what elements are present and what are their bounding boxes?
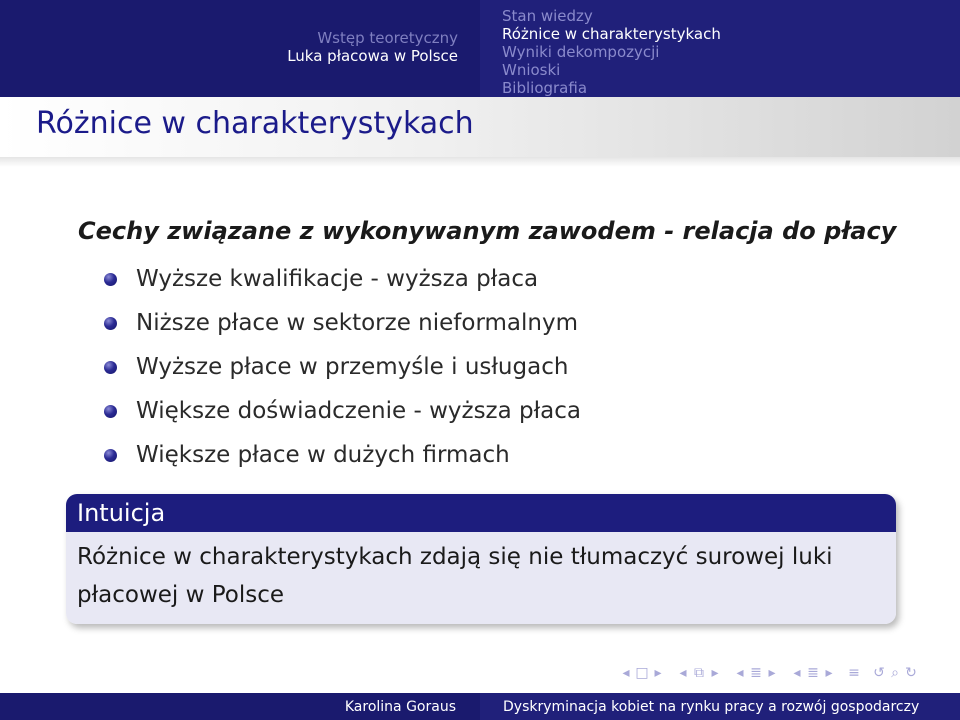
list-item-text: Wyższe płace w przemyśle i usługach <box>136 354 569 380</box>
list-item <box>104 433 581 477</box>
list-heading: Cechy związane z wykonywanym zawodem - relacja do płacy <box>78 217 897 245</box>
prev-subsection-icon[interactable]: ◂ <box>736 665 744 681</box>
frame-title: Różnice w charakterystykach <box>36 106 474 141</box>
bullet-ball-icon <box>104 361 117 374</box>
bullet-ball-icon <box>104 405 117 418</box>
section-nav <box>0 0 480 97</box>
align-icon[interactable]: ≡ <box>848 665 860 681</box>
next-slide-icon[interactable]: ▸ <box>654 665 662 681</box>
next-frame-icon[interactable]: ▸ <box>711 665 719 681</box>
prev-section-icon[interactable]: ◂ <box>793 665 801 681</box>
frame-title-shadow <box>0 157 960 167</box>
nav-subsection-stan-wiedzy[interactable]: Stan wiedzy <box>502 7 593 25</box>
beamer-navigation-symbols <box>618 665 919 681</box>
bullet-ball-icon <box>104 317 117 330</box>
nav-subsection-roznice[interactable]: Różnice w charakterystykach <box>502 25 721 43</box>
list-item <box>104 345 581 389</box>
footer-author: Karolina Goraus <box>0 693 480 720</box>
bullet-ball-icon <box>104 449 117 462</box>
list-item-text: Większe płace w dużych firmach <box>136 442 510 468</box>
footer-talk-title: Dyskryminacja kobiet na rynku pracy a rozwój gospodarczy <box>480 693 960 720</box>
list-item-text: Niższe płace w sektorze nieformalnym <box>136 310 578 336</box>
list-item-text: Większe doświadczenie - wyższa płaca <box>136 398 581 424</box>
nav-subsection-wyniki[interactable]: Wyniki dekompozycji <box>502 43 660 61</box>
block-title: Intuicja <box>66 494 896 532</box>
prev-frame-icon[interactable]: ◂ <box>679 665 687 681</box>
search-back-icon[interactable]: ↺ <box>873 665 885 681</box>
search-forward-icon[interactable]: ↻ <box>905 665 917 681</box>
list-item <box>104 389 581 433</box>
next-subsection-icon[interactable]: ▸ <box>768 665 776 681</box>
bullet-ball-icon <box>104 273 117 286</box>
list-item <box>104 301 581 345</box>
bullet-list <box>104 257 581 477</box>
prev-slide-icon[interactable]: ◂ <box>622 665 630 681</box>
frame-icon[interactable]: ⧉ <box>694 665 704 681</box>
list-item-text: Wyższe kwalifikacje - wyższa płaca <box>136 266 539 292</box>
subsection-icon[interactable]: ≣ <box>750 665 762 681</box>
search-icon[interactable]: ⌕ <box>891 665 899 681</box>
footer <box>0 693 960 720</box>
next-section-icon[interactable]: ▸ <box>825 665 833 681</box>
nav-section-luka[interactable]: Luka płacowa w Polsce <box>287 47 458 65</box>
subsection-nav <box>480 0 960 97</box>
nav-section-wstep[interactable]: Wstęp teoretyczny <box>317 29 458 47</box>
slide-icon[interactable]: □ <box>635 665 649 681</box>
list-item <box>104 257 581 301</box>
nav-subsection-bibliografia[interactable]: Bibliografia <box>502 79 588 97</box>
header-navigation <box>0 0 960 97</box>
section-icon[interactable]: ≣ <box>807 665 819 681</box>
intuition-block <box>66 494 896 624</box>
block-body: Różnice w charakterystykach zdają się nie tłumaczyć surowej luki płacowej w Polsce <box>66 532 896 624</box>
nav-subsection-wnioski[interactable]: Wnioski <box>502 61 561 79</box>
